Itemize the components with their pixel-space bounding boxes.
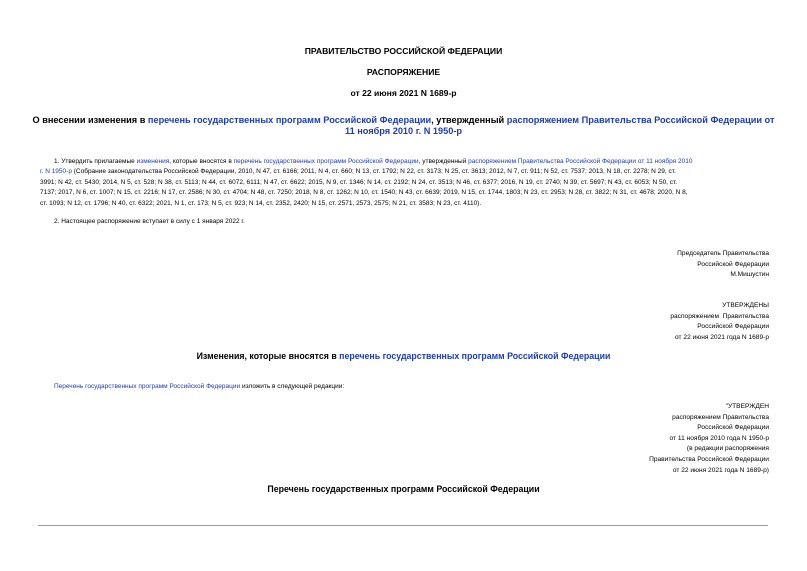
signature-name: М.Мишустин	[730, 271, 769, 279]
approval-line-4: от 22 июня 2021 года N 1689-р	[675, 333, 769, 341]
changes-text-rest: изложить в следующей редакции:	[240, 383, 345, 390]
paragraph-1	[40, 157, 780, 209]
title-prefix: О внесении изменения в	[32, 115, 148, 125]
title-middle: , утвержденный	[431, 115, 507, 125]
paragraph-1-line-5: ст. 1093; N 12, ст. 1796; N 40, ст. 6322; 2021, N 1, ст. 173; N 5, ст. 923; N 14, ст. 2352, 2420; N 15, ст. 2571, 2573, 2575; N 21, ст. 3583; N 23, ст. 4110).	[40, 199, 482, 207]
signature-block	[677, 249, 769, 281]
approval-heading: УТВЕРЖДЕНЫ	[722, 302, 769, 309]
paragraph-1-line-1	[40, 157, 780, 167]
p1-text-3: , утвержденный	[418, 158, 469, 165]
p1-link-order-number[interactable]: г. N 1950-р	[40, 168, 72, 176]
approval-line-3: Российской Федерации	[697, 323, 769, 331]
p1-link-changes[interactable]: изменения	[136, 158, 170, 165]
changes-title-link[interactable]: перечень государственных программ Российской Федерации	[339, 351, 611, 361]
doc-type: РАСПОРЯЖЕНИЕ	[366, 67, 441, 77]
paragraph-1-line-3: 3991; N 42, ст. 5430; 2014, N 5, ст. 528; N 38, ст. 5113; N 44, ст. 6072, 6111; N 47, ст. 6622; 2015, N 9, ст. 1346; N 14, ст. 2192; N 24, ст. 3513; N 46, ст. 6377; 2016, N 19, ст. 2740; N 39, ст. 5697; N 43, ст. 6053; N 50, ст.	[40, 178, 678, 186]
changes-text-link[interactable]: Перечень государственных программ Российской Федерации	[54, 383, 241, 390]
list-title: Перечень государственных программ Российской Федерации	[267, 484, 540, 494]
signature-org: Российской Федерации	[697, 260, 769, 268]
signature-position: Председатель Правительства	[677, 250, 769, 257]
p1-text-4: (Собрание законодательства Российской Федерации, 2010, N 47, ст. 6166; 2011, N 4, ст. 660; N 13, ст. 1792; N 22, ст. 3173; N 25, ст. 3613; 2012, N 7, ст. 911; N 52, ст. 7537; 2013, N 18, ст. 2278; N 29, ст.	[71, 168, 676, 176]
approval2-line-3: Российской Федерации	[697, 424, 769, 432]
approval2-line-4: от 11 ноября 2010 года N 1950-р	[669, 434, 769, 442]
paragraph-2: 2. Настоящее распоряжение вступает в силу с 1 января 2022 г.	[54, 218, 245, 225]
org-name: ПРАВИТЕЛЬСТВО РОССИЙСКОЙ ФЕДЕРАЦИИ	[304, 46, 503, 56]
doc-title	[0, 115, 807, 137]
approval2-line-5: (в редакции распоряжения	[686, 445, 769, 453]
title-link-order-date[interactable]: 11 ноября 2010 г. N 1950-р	[344, 126, 463, 136]
changes-title-prefix: Изменения, которые вносятся в	[196, 351, 340, 361]
doc-date-number: от 22 июня 2021 N 1689-р	[350, 88, 457, 98]
approval2-heading: "УТВЕРЖДЕН	[725, 403, 769, 410]
approval2-line-6: Правительства Российской Федерации	[649, 455, 769, 463]
approval-block	[670, 301, 769, 343]
paragraph-1-line-2	[40, 167, 780, 177]
changes-title	[0, 351, 807, 361]
p1-link-program-list[interactable]: перечень государственных программ Российской Федерации	[233, 158, 419, 165]
changes-text	[54, 382, 344, 392]
approval-line-2: распоряжением Правительства	[670, 312, 769, 320]
p1-text-1: 1. Утвердить прилагаемые	[54, 158, 137, 165]
page-divider	[38, 525, 768, 526]
p1-text-2: , которые вносятся в	[169, 158, 234, 165]
approval2-line-7: от 22 июня 2021 года N 1689-р)	[672, 466, 769, 474]
title-link-order[interactable]: распоряжением Правительства Российской Федерации от	[506, 115, 775, 125]
approval2-line-2: распоряжением Правительства	[672, 413, 769, 421]
title-link-program-list[interactable]: перечень государственных программ Российской Федерации	[147, 115, 432, 125]
approval-block-2	[649, 402, 769, 476]
p1-link-order[interactable]: распоряжением Правительства Российской Федерации от 11 ноября 2010	[468, 158, 693, 165]
paragraph-1-line-4: 7137; 2017, N 6, ст. 1007; N 15, ст. 2216; N 17, ст. 2586; N 30, ст. 4704; N 48, ст. 7250; 2018, N 8, ст. 1262; N 10, ст. 1540; N 43, ст. 6639; 2019, N 15, ст. 1744, 1803; N 23, ст. 2953; N 28, ст. 3822; N 31, ст. 4678; 2020, N 8,	[40, 189, 688, 197]
